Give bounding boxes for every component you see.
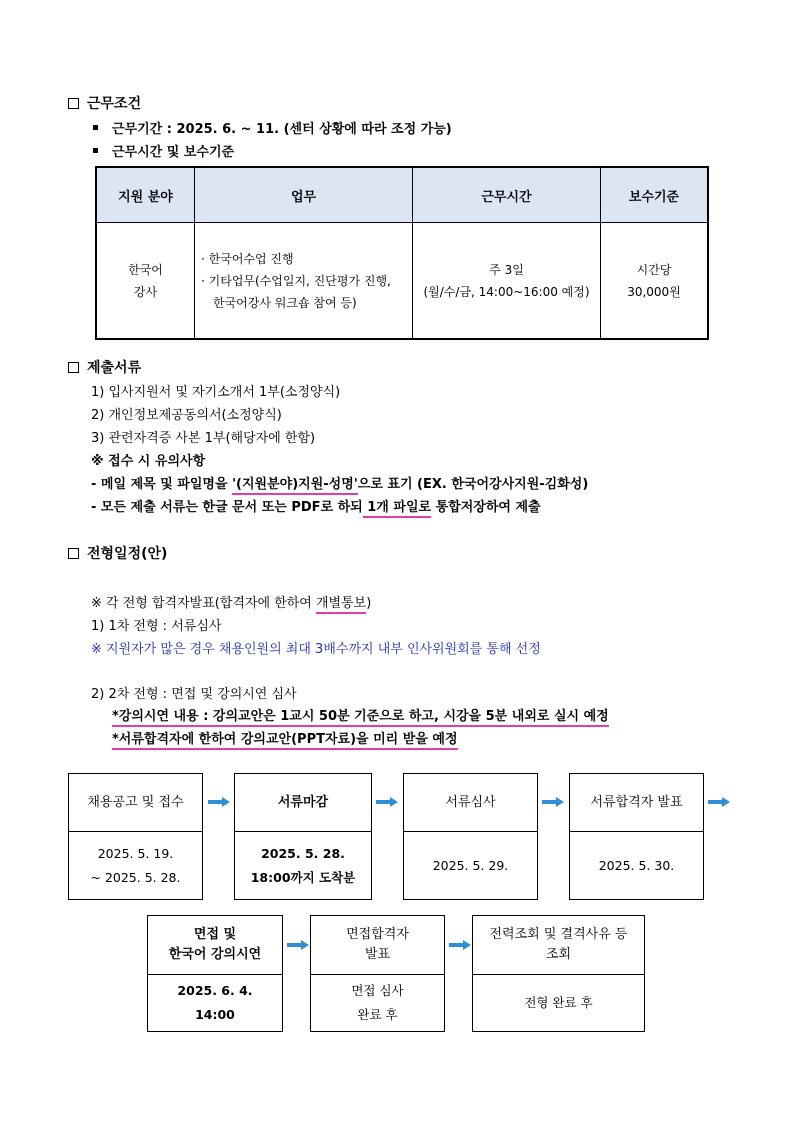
flow-step-document-results: 서류합격자 발표 2025. 5. 30. — [569, 773, 704, 900]
notice-title: ※ 접수 시 유의사항 — [91, 454, 206, 469]
stage-2-note-2: *서류합격자에 한하여 강의교안(PPT자료)을 미리 받을 예정 — [112, 728, 458, 747]
table-header-cell: 보수기준 — [601, 167, 709, 223]
field-cell: 한국어 강사 — [96, 223, 195, 340]
table-header-cell: 근무시간 — [413, 167, 601, 223]
right-arrow-icon — [542, 797, 564, 807]
table-header-cell: 업무 — [195, 167, 413, 223]
flow-step-background-check: 전력조회 및 결격사유 등 조회 전형 완료 후 — [472, 915, 645, 1032]
announcement-note: ※ 각 전형 합격자발표(합격자에 한하여 개별통보) — [91, 592, 371, 611]
flow-step-document-review: 서류심사 2025. 5. 29. — [403, 773, 538, 900]
work-hours-heading: 근무시간 및 보수기준 — [93, 141, 234, 160]
notice-item-2: - 모든 제출 서류는 한글 문서 또는 PDF로 하되 1개 파일로 통합저장하여 제출 — [91, 496, 541, 515]
duty-cell: · 한국어수업 진행 · 기타업무(수업일지, 진단평가 진행, 한국어강사 워크숍 참여 등) — [195, 223, 413, 340]
document-item: 3) 관련자격증 사본 1부(해당자에 한함) — [91, 431, 316, 446]
flow-step-interview: 면접 및 한국어 강의시연 2025. 6. 4. 14:00 — [147, 915, 283, 1032]
document-item: 2) 개인정보제공동의서(소정양식) — [91, 408, 282, 423]
right-arrow-icon — [208, 797, 230, 807]
bullet-icon — [93, 148, 98, 153]
stage-2-note-1: *강의시연 내용 : 강의교안은 1교시 50분 기준으로 하고, 시강을 5분 내외로 실시 예정 — [112, 705, 609, 724]
stage-1-note: ※ 지원자가 많은 경우 채용인원의 최대 3배수까지 내부 인사위원회를 통해 선정 — [91, 642, 541, 657]
section-heading-schedule: 전형일정(안) — [68, 543, 167, 563]
work-period: 근무기간 : 2025. 6. ~ 11. (센터 상황에 따라 조정 가능) — [93, 118, 452, 137]
stage-2: 2) 2차 전형 : 면접 및 강의시연 심사 — [91, 687, 297, 702]
conditions-table — [95, 166, 709, 340]
right-arrow-icon — [449, 940, 471, 950]
right-arrow-icon — [287, 940, 309, 950]
table-row — [96, 223, 708, 340]
table-header-cell: 지원 분야 — [96, 167, 195, 223]
flow-step-deadline: 서류마감 2025. 5. 28. 18:00까지 도착분 — [234, 773, 372, 900]
flow-step-announcement: 채용공고 및 접수 2025. 5. 19. ~ 2025. 5. 28. — [68, 773, 203, 900]
section-heading-conditions: 근무조건 — [68, 93, 141, 113]
table-header-row — [96, 167, 708, 223]
checkbox-square-icon — [68, 362, 79, 373]
document-item: 1) 입사지원서 및 자기소개서 1부(소정양식) — [91, 385, 341, 400]
checkbox-square-icon — [68, 98, 79, 109]
right-arrow-icon — [376, 797, 398, 807]
flow-step-interview-results: 면접합격자 발표 면접 심사 완료 후 — [310, 915, 445, 1032]
bullet-icon — [93, 125, 98, 130]
right-arrow-icon — [708, 797, 730, 807]
checkbox-square-icon — [68, 548, 79, 559]
section-heading-documents: 제출서류 — [68, 357, 141, 377]
pay-cell: 시간당 30,000원 — [601, 223, 709, 340]
notice-item-1: - 메일 제목 및 파일명을 '(지원분야)지원-성명'으로 표기 (EX. 한국어강사지원-김화성) — [91, 473, 588, 492]
stage-1: 1) 1차 전형 : 서류심사 — [91, 619, 222, 634]
time-cell: 주 3일 (월/수/금, 14:00~16:00 예정) — [413, 223, 601, 340]
